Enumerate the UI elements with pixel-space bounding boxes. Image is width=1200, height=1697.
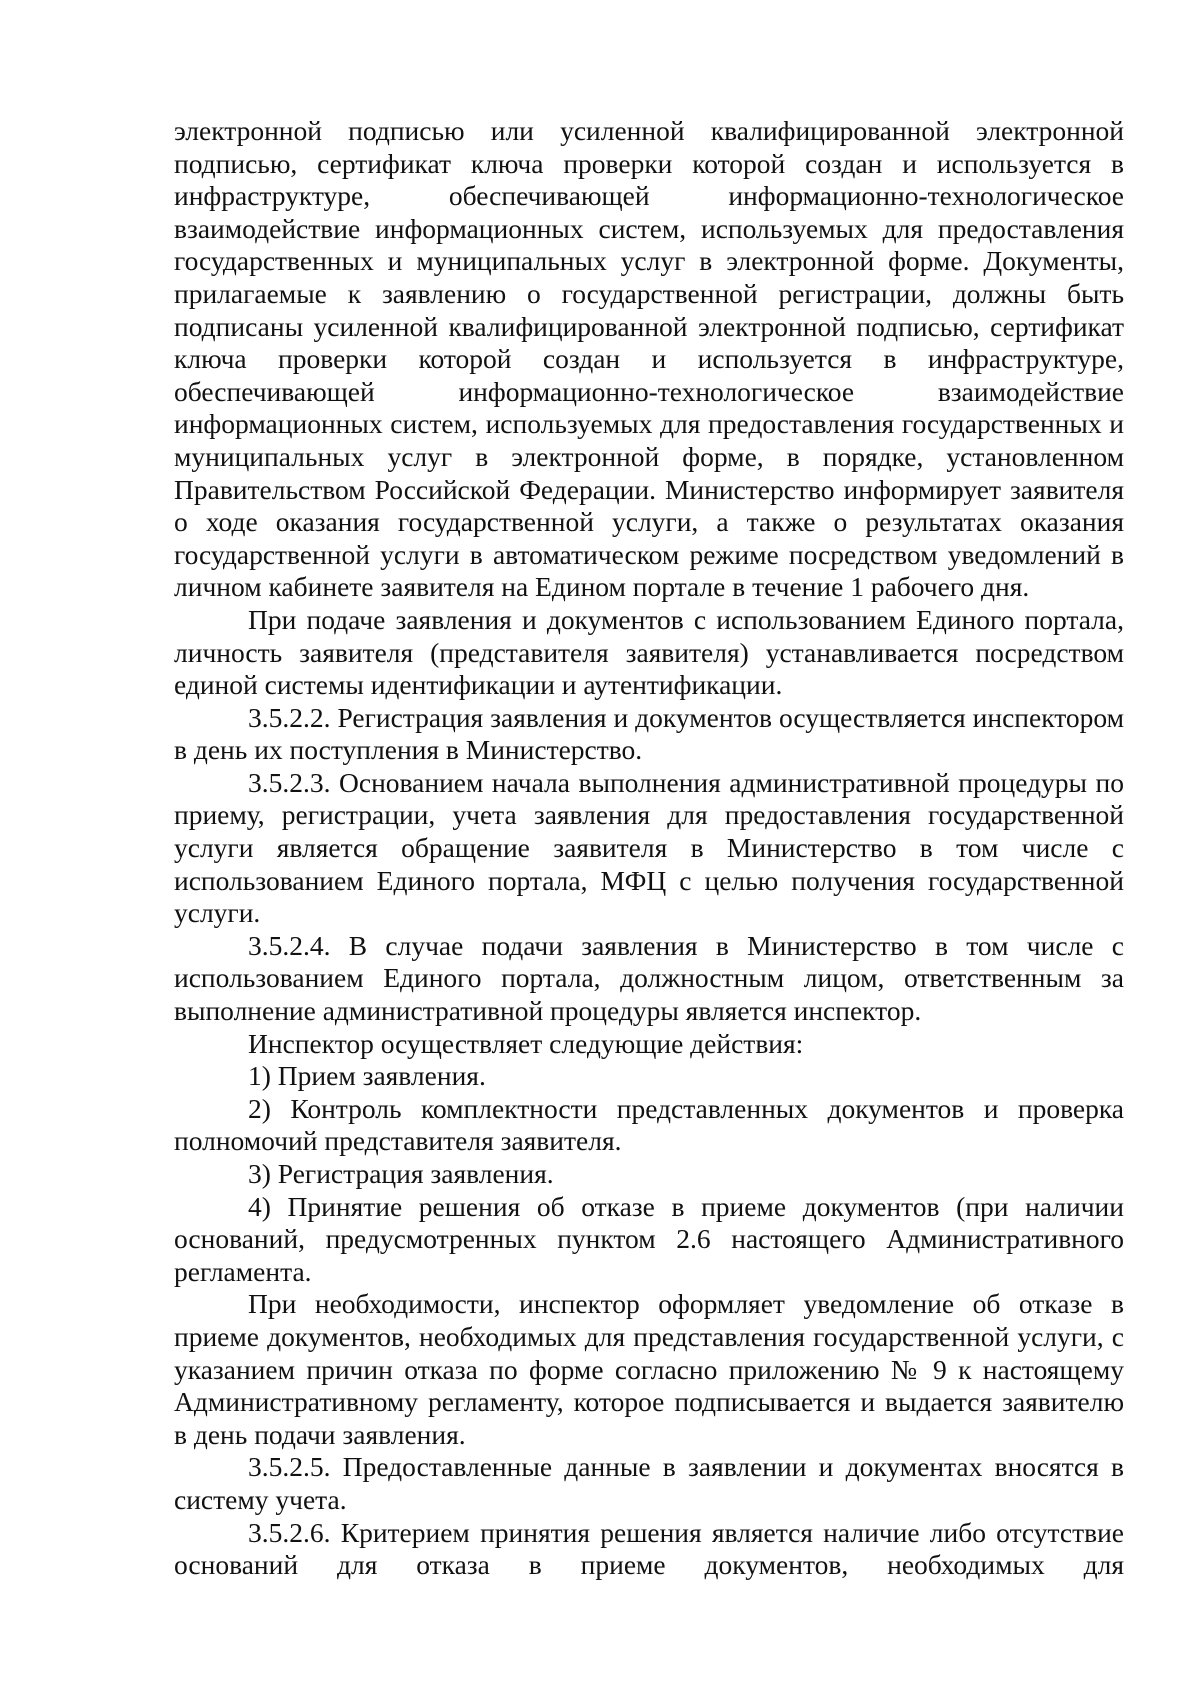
paragraph-electronic-signature: электронной подписью или усиленной квалифицированной электронной подписью, сертификат ключа проверки которой создан и используется в инфраструктуре, обеспечивающей информационно-технологическое взаимодействие информационных систем, используемых для предоставления государственных и муниципальных услуг в электронной форме. Документы, прилагаемые к заявлению о государственной регистрации, должны быть подписаны усиленной квалифицированной электронной подписью, сертификат ключа проверки которой создан и используется в инфраструктуре, обеспечивающей информационно-технологическое взаимодействие информационных систем, используемых для предоставления государственных и муниципальных услуг в электронной форме, в порядке, установленном Правительством Российской Федерации. Министерство информирует заявителя о ходе оказания государственной услуги, а также о результатах оказания государственной услуги в автоматическом режиме посредством уведомлений в личном кабинете заявителя на Едином портале в течение 1 рабочего дня. xyxy=(174,115,1124,603)
list-item-1: 1) Прием заявления. xyxy=(248,1060,486,1092)
paragraph-identity-verification: При подаче заявления и документов с использованием Единого портала, личность заявителя (представителя заявителя) устанавливается посредством единой системы идентификации и аутентификации. xyxy=(174,603,1124,701)
document-body xyxy=(174,115,1124,1582)
paragraph-3-5-2-3: 3.5.2.3. Основанием начала выполнения административной процедуры по приему, регистрации, учета заявления для предоставления государственной услуги является обращение заявителя в Министерство в том числе с использованием Единого портала, МФЦ с целью получения государственной услуги. xyxy=(174,766,1124,929)
paragraph-3-5-2-2: 3.5.2.2. Регистрация заявления и документов осуществляется инспектором в день их поступления в Министерство. xyxy=(174,701,1124,766)
paragraph-refusal-notice: При необходимости, инспектор оформляет уведомление об отказе в приеме документов, необходимых для представления государственной услуги, с указанием причин отказа по форме согласно приложению № 9 к настоящему Административному регламенту, которое подписывается и выдается заявителю в день подачи заявления. xyxy=(174,1288,1124,1450)
paragraph-3-5-2-6: 3.5.2.6. Критерием принятия решения является наличие либо отсутствие оснований для отказа в приеме документов, необходимых для xyxy=(174,1516,1124,1581)
paragraph-inspector-actions: Инспектор осуществляет следующие действия: xyxy=(248,1027,804,1059)
list-item-4: 4) Принятие решения об отказе в приеме документов (при наличии оснований, предусмотренных пунктом 2.6 настоящего Административного регламента. xyxy=(174,1190,1124,1287)
list-item-3: 3) Регистрация заявления. xyxy=(248,1158,554,1189)
paragraph-3-5-2-4: 3.5.2.4. В случае подачи заявления в Министерство в том числе с использованием Единого портала, должностным лицом, ответственным за выполнение административной процедуры является инспектор. xyxy=(174,929,1124,1027)
list-item-2: 2) Контроль комплектности представленных документов и проверка полномочий представителя заявителя. xyxy=(174,1092,1124,1157)
paragraph-3-5-2-5: 3.5.2.5. Предоставленные данные в заявлении и документах вносятся в систему учета. xyxy=(174,1451,1124,1515)
